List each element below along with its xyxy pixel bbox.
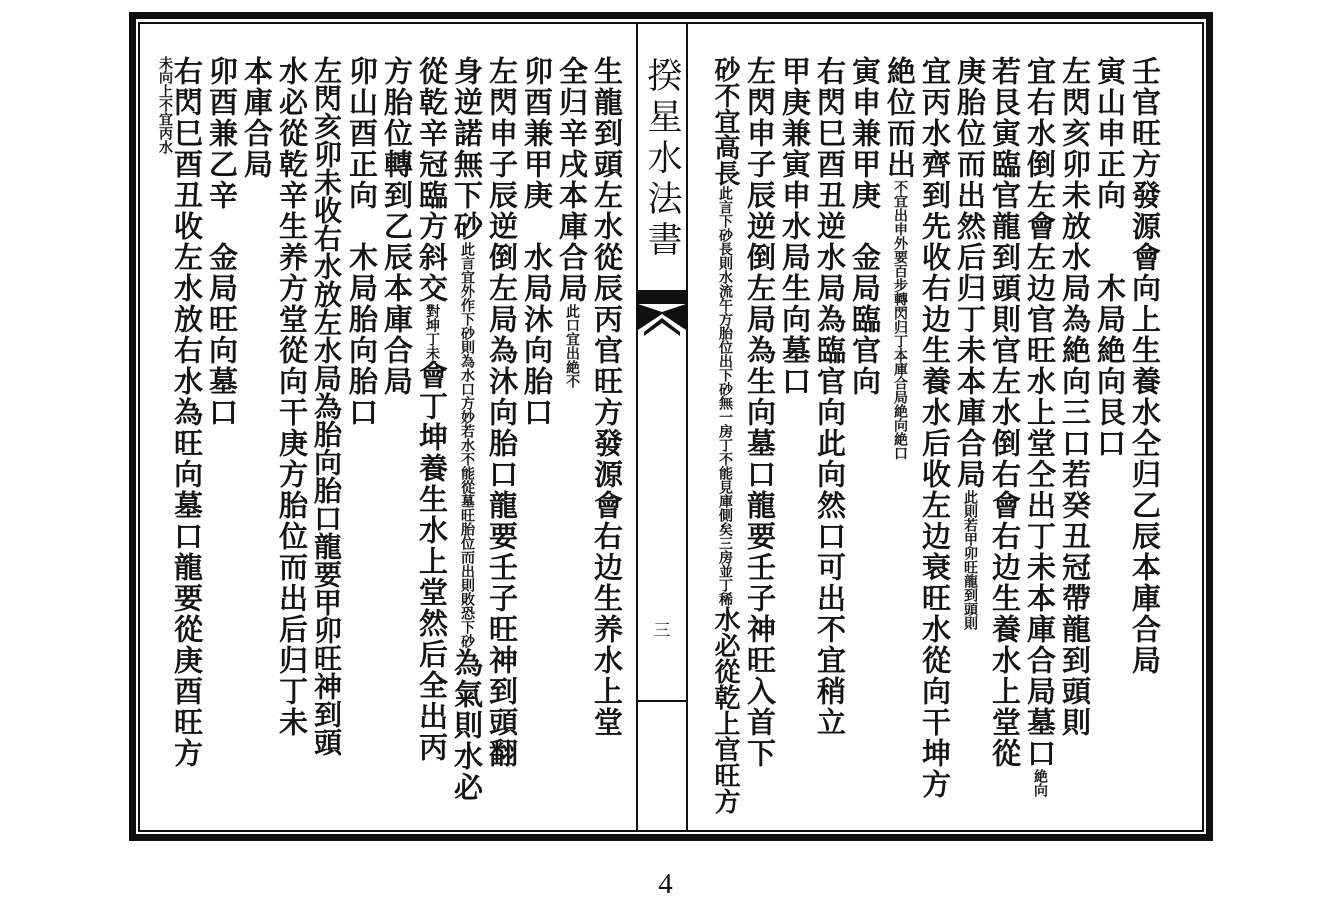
text-column: 卯酉兼乙辛 金局旺向墓口	[205, 56, 239, 428]
text-column: 左閃亥卯未放水局為絶向三口若癸丑冠帶龍到頭則	[1058, 56, 1092, 738]
text-column: 若艮寅臨官龍到頭則官左水倒右會右边生養水上堂從	[988, 56, 1022, 769]
text-column: 卯酉兼甲庚 水局沐向胎口	[520, 56, 554, 428]
text-column: 宜右水倒左會左边官旺水上堂仝出丁未本庫合局墓口絶向	[1023, 56, 1057, 797]
text-column: 生龍到頭左水從辰丙官旺方發源會右边生养水上堂	[590, 56, 624, 738]
text-column: 絶位而出不宜出申外要百步轉閃归丁本庫合局絶向絶口	[883, 56, 917, 460]
text-column: 未向上不宜丙水	[157, 56, 173, 154]
text-column: 甲庚兼寅申水局生向墓口	[778, 56, 812, 397]
text-column: 全归辛戌本庫合局此口宜出絶不	[555, 56, 589, 388]
fish-tail-icon	[638, 290, 686, 350]
text-column: 寅山申正向 木局絶向艮口	[1093, 56, 1127, 459]
text-column: 卯山酉正向 木局胎向胎口	[345, 56, 379, 428]
text-column: 本庫合局	[240, 56, 274, 180]
spine-border-right	[686, 24, 688, 830]
text-column: 方胎位轉到乙辰本庫合局	[380, 56, 414, 397]
spine-border-left	[636, 24, 638, 830]
page-number: 4	[658, 868, 673, 900]
spine-title: 揆星水法書	[642, 56, 682, 262]
text-column: 右閃巳酉丑逆水局為臨官向此向然口可出不宜稍立	[813, 56, 847, 738]
text-column: 壬官旺方發源會向上生養水仝归乙辰本庫合局	[1128, 56, 1162, 676]
text-column: 右閃巳酉丑收左水放右水為旺向墓口龍要從庚酉旺方	[170, 56, 204, 769]
text-column: 宜丙水齊到先收右边生養水后收左边衰旺水從向干坤方	[918, 56, 952, 800]
text-column: 左閃申子辰逆倒左局為生向墓口龍要壬子神旺入首下	[743, 56, 777, 769]
text-column: 寅申兼甲庚 金局臨官向	[848, 56, 882, 397]
spine-page-marker: 三	[653, 621, 671, 641]
text-column: 水必從乾辛生养方堂從向干庚方胎位而出后归丁未	[275, 56, 309, 738]
spine-rule-bottom	[638, 700, 686, 702]
text-column: 砂不宜高長此言下砂長則水流午方胎位出下砂無一房丁不能見庫側矣三房並丁稀水必從乾上官旺方	[710, 56, 740, 814]
text-column: 從乾辛冠臨方斜交對坤丁未會丁坤養生水上堂然后全出丙	[415, 56, 449, 763]
text-column: 左閃申子辰逆倒左局為沐向胎口龍要壬子旺神到頭翻	[485, 56, 519, 769]
text-column: 左閃亥卯未收右水放左水局為胎向胎口龍要甲卯旺神到頭	[310, 56, 343, 756]
text-column: 身逆諾無下砂此言宜外作下砂則為水口方妙若水不能從墓旺胎位而出則敗恐下砂為氣則水必	[450, 56, 484, 803]
text-column: 庚胎位而出然后归丁未本庫合局此則若甲卯旺龍到頭則	[953, 56, 987, 630]
